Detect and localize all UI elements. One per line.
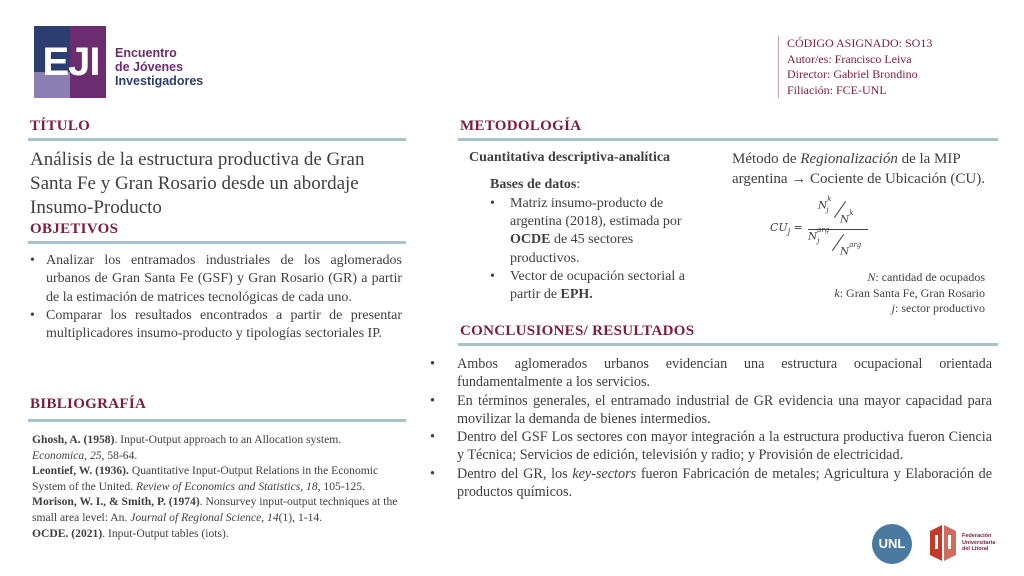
affiliation: Filiación: FCE-UNL	[787, 82, 887, 97]
ref-author: Leontief, W. (1936).	[32, 464, 129, 478]
ful-text	[962, 533, 995, 553]
conclusiones-rule	[458, 343, 998, 346]
formula-n: N	[808, 230, 818, 243]
ref-author: Morison, W. I., & Smith, P. (1974)	[32, 495, 200, 509]
ful-line1: Federación	[962, 533, 992, 539]
metodologia-heading: METODOLOGÍA	[460, 118, 582, 134]
formula-num-num	[818, 195, 832, 214]
metodologia-rule	[458, 138, 998, 141]
ref-text: . Input-Output tables (iots).	[102, 526, 229, 540]
ref-text: Quantitative Input-Output Relations in the Economic System of the United.	[32, 464, 379, 493]
logo-line1: Encuentro	[115, 46, 177, 60]
bases-list	[490, 195, 685, 304]
formula-sub-j: j	[817, 236, 820, 245]
conclusion-key-sectors: key-sectors	[572, 465, 637, 482]
formula-sup-arg: arg	[817, 226, 830, 234]
objetivos-heading: OBJETIVOS	[30, 221, 119, 237]
legend-symbol: k	[834, 285, 840, 300]
ref-journal: Journal of Regional Science, 14	[130, 510, 279, 524]
reference-item	[32, 432, 398, 463]
formula-n: N	[840, 213, 850, 226]
formula-sup-arg: arg	[849, 241, 862, 249]
formula-cu-sub: j	[787, 227, 791, 237]
ref-journal: Economica, 25	[32, 448, 102, 462]
metodologia-subtitle: Cuantitativa descriptiva-analítica	[469, 150, 671, 165]
ful-line3: del Litoral	[962, 546, 989, 552]
authors: Autor/es: Francisco Leiva	[787, 51, 912, 66]
base-text: de 45 sectores productivos.	[510, 232, 634, 266]
formula-n: N	[840, 245, 850, 258]
assigned-code: CÓDIGO ASIGNADO: SO13	[787, 36, 933, 50]
formula-den-num	[808, 226, 830, 245]
metodo-text-a: Método de	[732, 151, 801, 167]
metodo-text	[732, 150, 1000, 189]
conclusion-item: • Dentro del GSF Los sectores con mayor integración a la estructura productiva fueron Ciencia y Técnica; Servicios de edición, televisión y radio; y Provisión de electricidad.	[430, 429, 992, 464]
conclusiones-list	[430, 355, 992, 501]
ful-line2: Universitaria	[962, 539, 996, 546]
poster-title: Análisis de la estructura productiva de Gran Santa Fe y Gran Rosario desde un abordaje Insumo-Producto	[30, 149, 365, 218]
unl-logo	[872, 524, 912, 564]
legend-text: : sector productivo	[895, 301, 985, 315]
conclusion-text: Dentro del GSF Los sectores con mayor integración a la estructura productiva fueron Ciencia y Técnica; Servicios de edición, televisión y radio; y Provisión de electricidad.	[457, 429, 992, 464]
objetivo-item: • Comparar los resultados encontrados a partir de presentar multiplicadores insumo-producto y tipologías sectoriales IP.	[30, 307, 402, 342]
arrow-icon: →	[791, 170, 807, 187]
metodo-regionalizacion: Regionalización	[800, 151, 898, 167]
conclusion-item: • Dentro del GR, los key-sectors fueron Fabricación de metales; Agricultura y Elaboración de productos químicos.	[430, 465, 992, 501]
conclusiones-heading: CONCLUSIONES/ RESULTADOS	[460, 323, 695, 339]
bibliografia-rule	[28, 419, 406, 422]
objetivos-rule	[28, 241, 406, 244]
base-text: Matriz insumo-producto de argentina (2018), estimada por	[510, 196, 682, 230]
formula-n: N	[818, 199, 828, 212]
unl-text: UNL	[878, 536, 906, 551]
logo-text	[115, 46, 203, 88]
metodo-text-c: de la MIP argentina	[732, 151, 961, 187]
titulo-rule	[28, 138, 406, 141]
base-text: Vector de ocupación sectorial a partir de	[510, 268, 685, 303]
formula-eq: =	[793, 221, 803, 234]
titulo-heading: TÍTULO	[30, 118, 91, 134]
bibliografia-list	[32, 432, 398, 541]
ref-author: OCDE. (2021)	[32, 526, 103, 540]
legend-text: : cantidad de ocupados	[875, 270, 985, 284]
base-bold: EPH.	[560, 287, 593, 303]
bases-de-datos	[490, 177, 580, 193]
legend-symbol: N	[867, 270, 876, 284]
reference-item	[32, 494, 398, 525]
formula-sup-k: k	[849, 209, 854, 217]
conclusion-item: • Ambos aglomerados urbanos evidencian una estructura ocupacional orientada fundamentalmente a los servicios.	[430, 356, 992, 391]
logo-letters: EJI	[42, 40, 100, 84]
base-bold: OCDE	[510, 232, 551, 248]
formula-sub-j: j	[826, 205, 829, 214]
conclusion-item: • En términos generales, el entramado industrial de GR evidencia una mayor capacidad para movilizar la demanda de bienes intermedios.	[430, 392, 992, 427]
director: Director: Gabriel Brondino	[787, 67, 918, 81]
reference-item	[32, 463, 398, 494]
formula-sup-k: k	[827, 195, 832, 203]
legend-symbol: j	[891, 301, 896, 315]
ful-emblem-icon	[926, 521, 960, 565]
formula-num-den	[840, 209, 854, 226]
eji-logo	[34, 26, 106, 98]
ref-tail: , 58-64.	[101, 448, 138, 462]
ref-tail: , 105-125.	[317, 479, 365, 493]
base-item: • Vector de ocupación sectorial a partir de EPH.	[490, 268, 685, 303]
legend-text: : Gran Santa Fe, Gran Rosario	[839, 285, 985, 300]
legend-k	[780, 286, 985, 302]
bibliografia-heading: BIBLIOGRAFÍA	[30, 396, 147, 412]
conclusion-text: fueron Fabricación de metales; Agricultura y Elaboración de productos químicos.	[457, 465, 992, 501]
ref-author: Ghosh, A. (1958)	[32, 433, 115, 446]
ref-journal: Review of Economics and Statistics, 18	[136, 479, 318, 493]
logo-line3: Investigadores	[115, 74, 204, 88]
formula-cu: CU	[770, 221, 788, 234]
conclusion-text: Ambos aglomerados urbanos evidencian una estructura ocupacional orientada fundamentalmente a los servicios.	[457, 356, 992, 391]
conclusion-text: Dentro del GR, los	[457, 465, 573, 482]
objetivos-list	[30, 252, 402, 343]
formula-den-den	[840, 241, 862, 258]
reference-item	[32, 526, 398, 542]
header-info	[778, 36, 932, 98]
ref-tail: (1), 1-14.	[278, 510, 323, 524]
ref-text: . Input-Output approach to an Allocation system.	[114, 433, 342, 446]
conclusion-text: En términos generales, el entramado industrial de GR evidencia una mayor capacidad para movilizar la demanda de bienes intermedios.	[457, 392, 992, 427]
legend-n	[780, 270, 985, 286]
cu-formula	[770, 196, 880, 264]
logo-line2: de Jóvenes	[115, 60, 184, 74]
objetivo-text: Comparar los resultados encontrados a partir de presentar multiplicadores insumo-producto y tipologías sectoriales IP.	[46, 307, 402, 342]
ful-logo	[926, 521, 1006, 565]
objetivo-text: Analizar los entramados industriales de los aglomerados urbanos de Gran Santa Fe (GSF) y Gran Rosario (GR) a partir de la estimación de matrices tecnológicas de cada uno.	[46, 253, 402, 305]
objetivo-item: • Analizar los entramados industriales de los aglomerados urbanos de Gran Santa Fe (GSF) y Gran Rosario (GR) a partir de la estimación de matrices tecnológicas de cada uno.	[30, 253, 402, 305]
base-item: • Matriz insumo-producto de argentina (2018), estimada por OCDE de 45 sectores productivos.	[490, 196, 682, 266]
legend-j	[780, 301, 985, 317]
metodo-text-d: Cociente de Ubicación (CU).	[806, 170, 985, 187]
bases-label: Bases de datos	[490, 177, 577, 192]
formula-lhs	[770, 221, 803, 236]
ref-text: . Nonsurvey input-output techniques at the small area level: An.	[32, 495, 398, 524]
formula-legend	[780, 270, 985, 317]
bases-colon: :	[576, 177, 581, 192]
